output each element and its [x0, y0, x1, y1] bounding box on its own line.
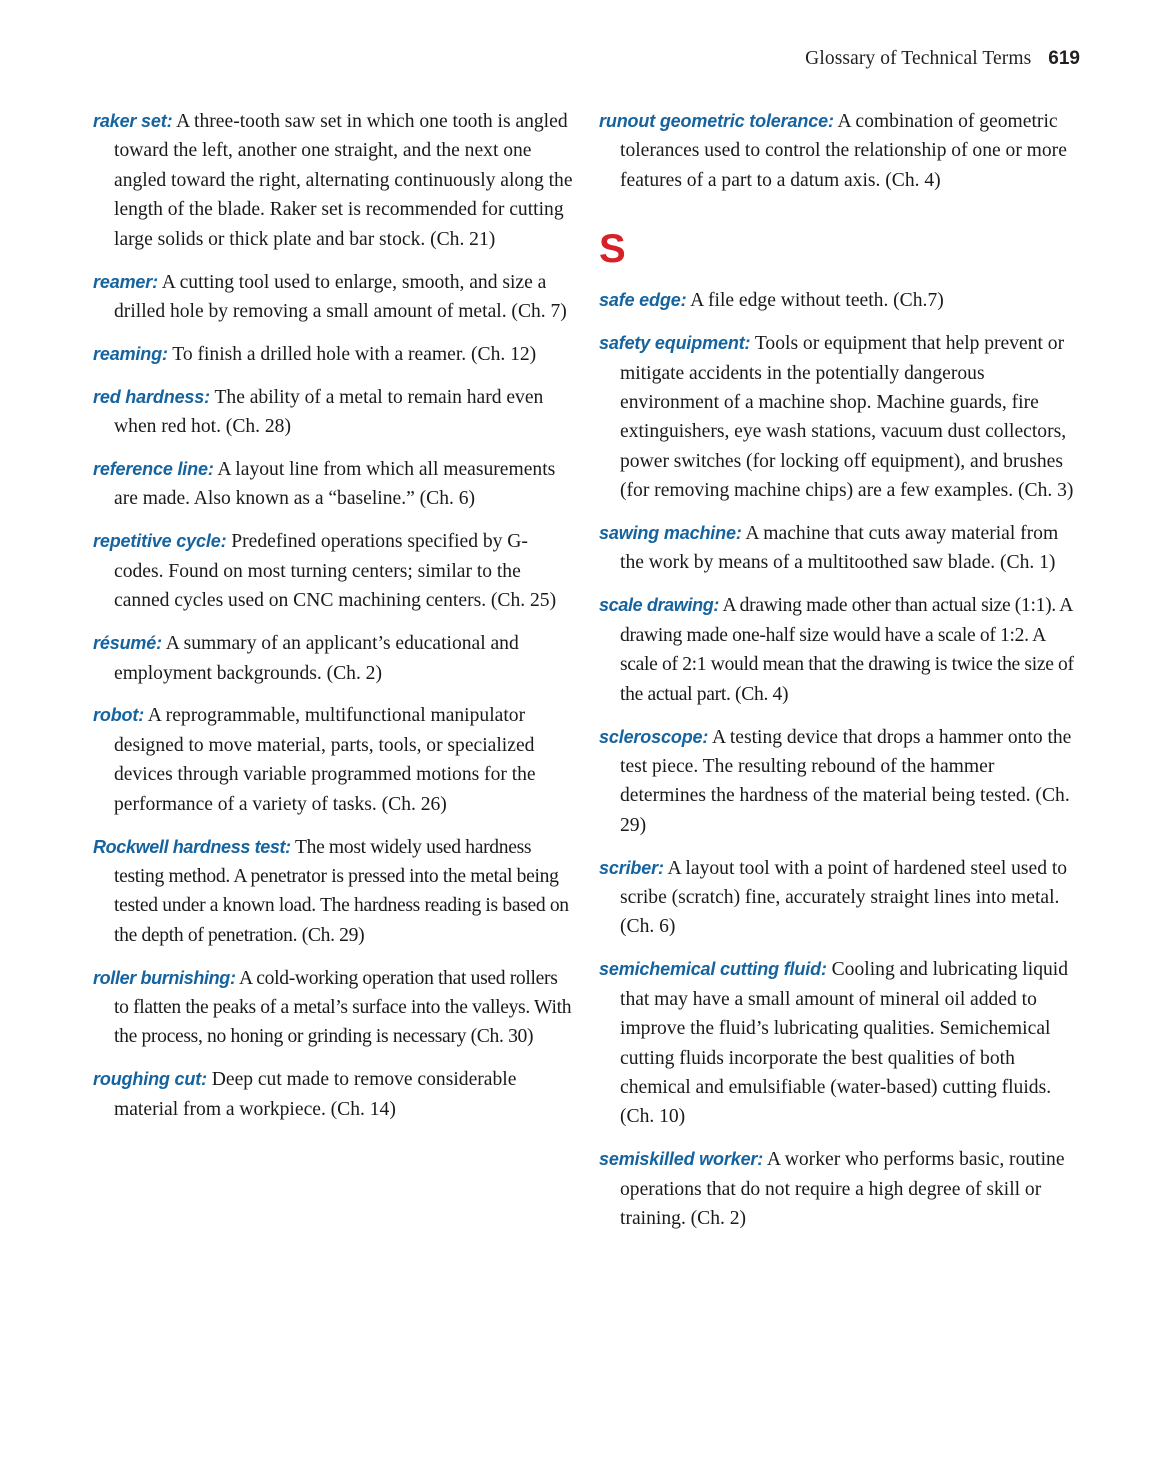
glossary-entry: [93, 527, 576, 615]
glossary-entry: [599, 1145, 1082, 1233]
glossary-columns: [93, 107, 1083, 1247]
entry-definition: A testing device that drops a hammer onto the test piece. The resulting rebound of the hammer determines the hardness of the material being tested. (Ch. 29): [620, 726, 1072, 836]
running-head: [805, 48, 1080, 70]
right-column: [599, 107, 1082, 1247]
entry-term: runout geometric tolerance:: [599, 111, 834, 131]
glossary-entry: [599, 854, 1082, 942]
entry-term: roughing cut:: [93, 1069, 207, 1090]
entry-definition: Cooling and lubricating liquid that may have a small amount of mineral oil added to improve the fluid’s lubricating qualities. Semichemical cutting fluids incorporate the best qualities of both chemical and emulsifiable (water-based) cutting fluids. (Ch. 10): [620, 959, 1069, 1128]
glossary-entry: [93, 268, 576, 327]
entry-term: raker set:: [93, 111, 173, 131]
entry-term: reaming:: [93, 343, 168, 364]
entry-definition: A worker who performs basic, routine operations that do not require a high degree of skill or training. (Ch. 2): [620, 1149, 1065, 1230]
entry-term: reference line:: [93, 459, 214, 480]
entry-term: safety equipment:: [599, 333, 751, 354]
glossary-entry: [599, 723, 1082, 841]
entry-definition: A layout line from which all measurements are made. Also known as a “baseline.” (Ch. 6): [114, 459, 556, 510]
entry-definition: A combination of geometric tolerances used to control the relationship of one or more features of a part to a datum axis. (Ch. 4): [620, 111, 1067, 191]
entry-definition: A cutting tool used to enlarge, smooth, and size a drilled hole by removing a small amount of metal. (Ch. 7): [114, 271, 567, 322]
entry-definition: A three-tooth saw set in which one tooth is angled toward the left, another one straight, and the next one angled toward the right, alternating continuously along the length of the blade. Raker set is recommended for cutting large solids or thick plate and bar stock. (Ch. 21): [114, 111, 573, 250]
page-number: 619: [1048, 48, 1080, 69]
entry-term: reamer:: [93, 271, 158, 292]
entry-definition: A summary of an applicant’s educational and employment backgrounds. (Ch. 2): [114, 633, 519, 684]
letter-section-heading-s: S: [599, 227, 626, 272]
entry-definition: A file edge without teeth. (Ch.7): [686, 290, 944, 312]
entry-term: semichemical cutting fluid:: [599, 959, 827, 980]
entry-term: scriber:: [599, 857, 664, 878]
entry-term: scale drawing:: [599, 595, 720, 616]
entry-term: safe edge:: [599, 290, 687, 311]
glossary-entry: [93, 1065, 576, 1124]
entry-definition: Predefined operations specified by G-codes. Found on most turning centers; similar to the canned cycles used on CNC machining centers. (Ch. 25): [114, 531, 557, 612]
glossary-entry: [93, 701, 576, 819]
glossary-entry: [93, 383, 576, 442]
glossary-entry: [93, 629, 576, 688]
glossary-entry: [93, 455, 576, 514]
glossary-entry: [93, 107, 576, 254]
entry-term: robot:: [93, 705, 145, 726]
entry-definition: A layout tool with a point of hardened steel used to scribe (scratch) fine, accurately straight lines into metal. (Ch. 6): [620, 857, 1068, 938]
glossary-entry: [599, 329, 1082, 505]
entry-definition: The most widely used hardness testing method. A penetrator is pressed into the metal being tested under a known load. The hardness reading is based on the depth of penetration. (Ch. 29): [114, 836, 569, 946]
entry-definition: To finish a drilled hole with a reamer. (Ch. 12): [167, 343, 537, 365]
glossary-entry: [599, 519, 1082, 578]
glossary-entry: [93, 340, 576, 369]
entry-term: roller burnishing:: [93, 967, 236, 988]
entry-term: scleroscope:: [599, 726, 709, 747]
glossary-entry: [93, 833, 576, 951]
entry-term: résumé:: [93, 633, 162, 654]
entry-definition: A cold-working operation that used rollers to flatten the peaks of a metal’s surface into the valleys. With the process, no honing or grinding is necessary (Ch. 30): [114, 967, 572, 1048]
entry-definition: The ability of a metal to remain hard even when red hot. (Ch. 28): [114, 386, 544, 438]
entry-term: semiskilled worker:: [599, 1149, 764, 1170]
entry-term: Rockwell hardness test:: [93, 836, 291, 857]
running-head-title: Glossary of Technical Terms: [805, 48, 1032, 69]
left-column: [93, 107, 576, 1247]
entry-definition: A machine that cuts away material from the work by means of a multitoothed saw blade. (Ch. 1): [620, 523, 1059, 574]
entry-term: repetitive cycle:: [93, 531, 227, 552]
glossary-entry: [599, 286, 1082, 315]
glossary-entry: [599, 591, 1082, 709]
glossary-entry: [599, 107, 1082, 195]
entry-definition: A drawing made other than actual size (1:1). A drawing made one-half size would have a scale of 1:2. A scale of 2:1 would mean that the drawing is twice the size of the actual part. (Ch. 4): [620, 595, 1074, 705]
entry-definition: Tools or equipment that help prevent or mitigate accidents in the potentially dangerous environment of a machine shop. Machine guards, fire extinguishers, eye wash stations, vacuum dust collectors, power switches (for locking off equipment), and brushes (for removing machine chips) are a few examples. (Ch. 3): [620, 333, 1074, 502]
entry-definition: Deep cut made to remove considerable material from a workpiece. (Ch. 14): [114, 1069, 517, 1120]
glossary-entry: [93, 964, 576, 1052]
glossary-entry: [599, 955, 1082, 1131]
entry-term: red hardness:: [93, 386, 210, 407]
entry-term: sawing machine:: [599, 523, 742, 544]
entry-definition: A reprogrammable, multifunctional manipulator designed to move material, parts, tools, or specialized devices through variable programmed motions for the performance of a variety of tasks. (Ch. 26): [114, 705, 536, 815]
